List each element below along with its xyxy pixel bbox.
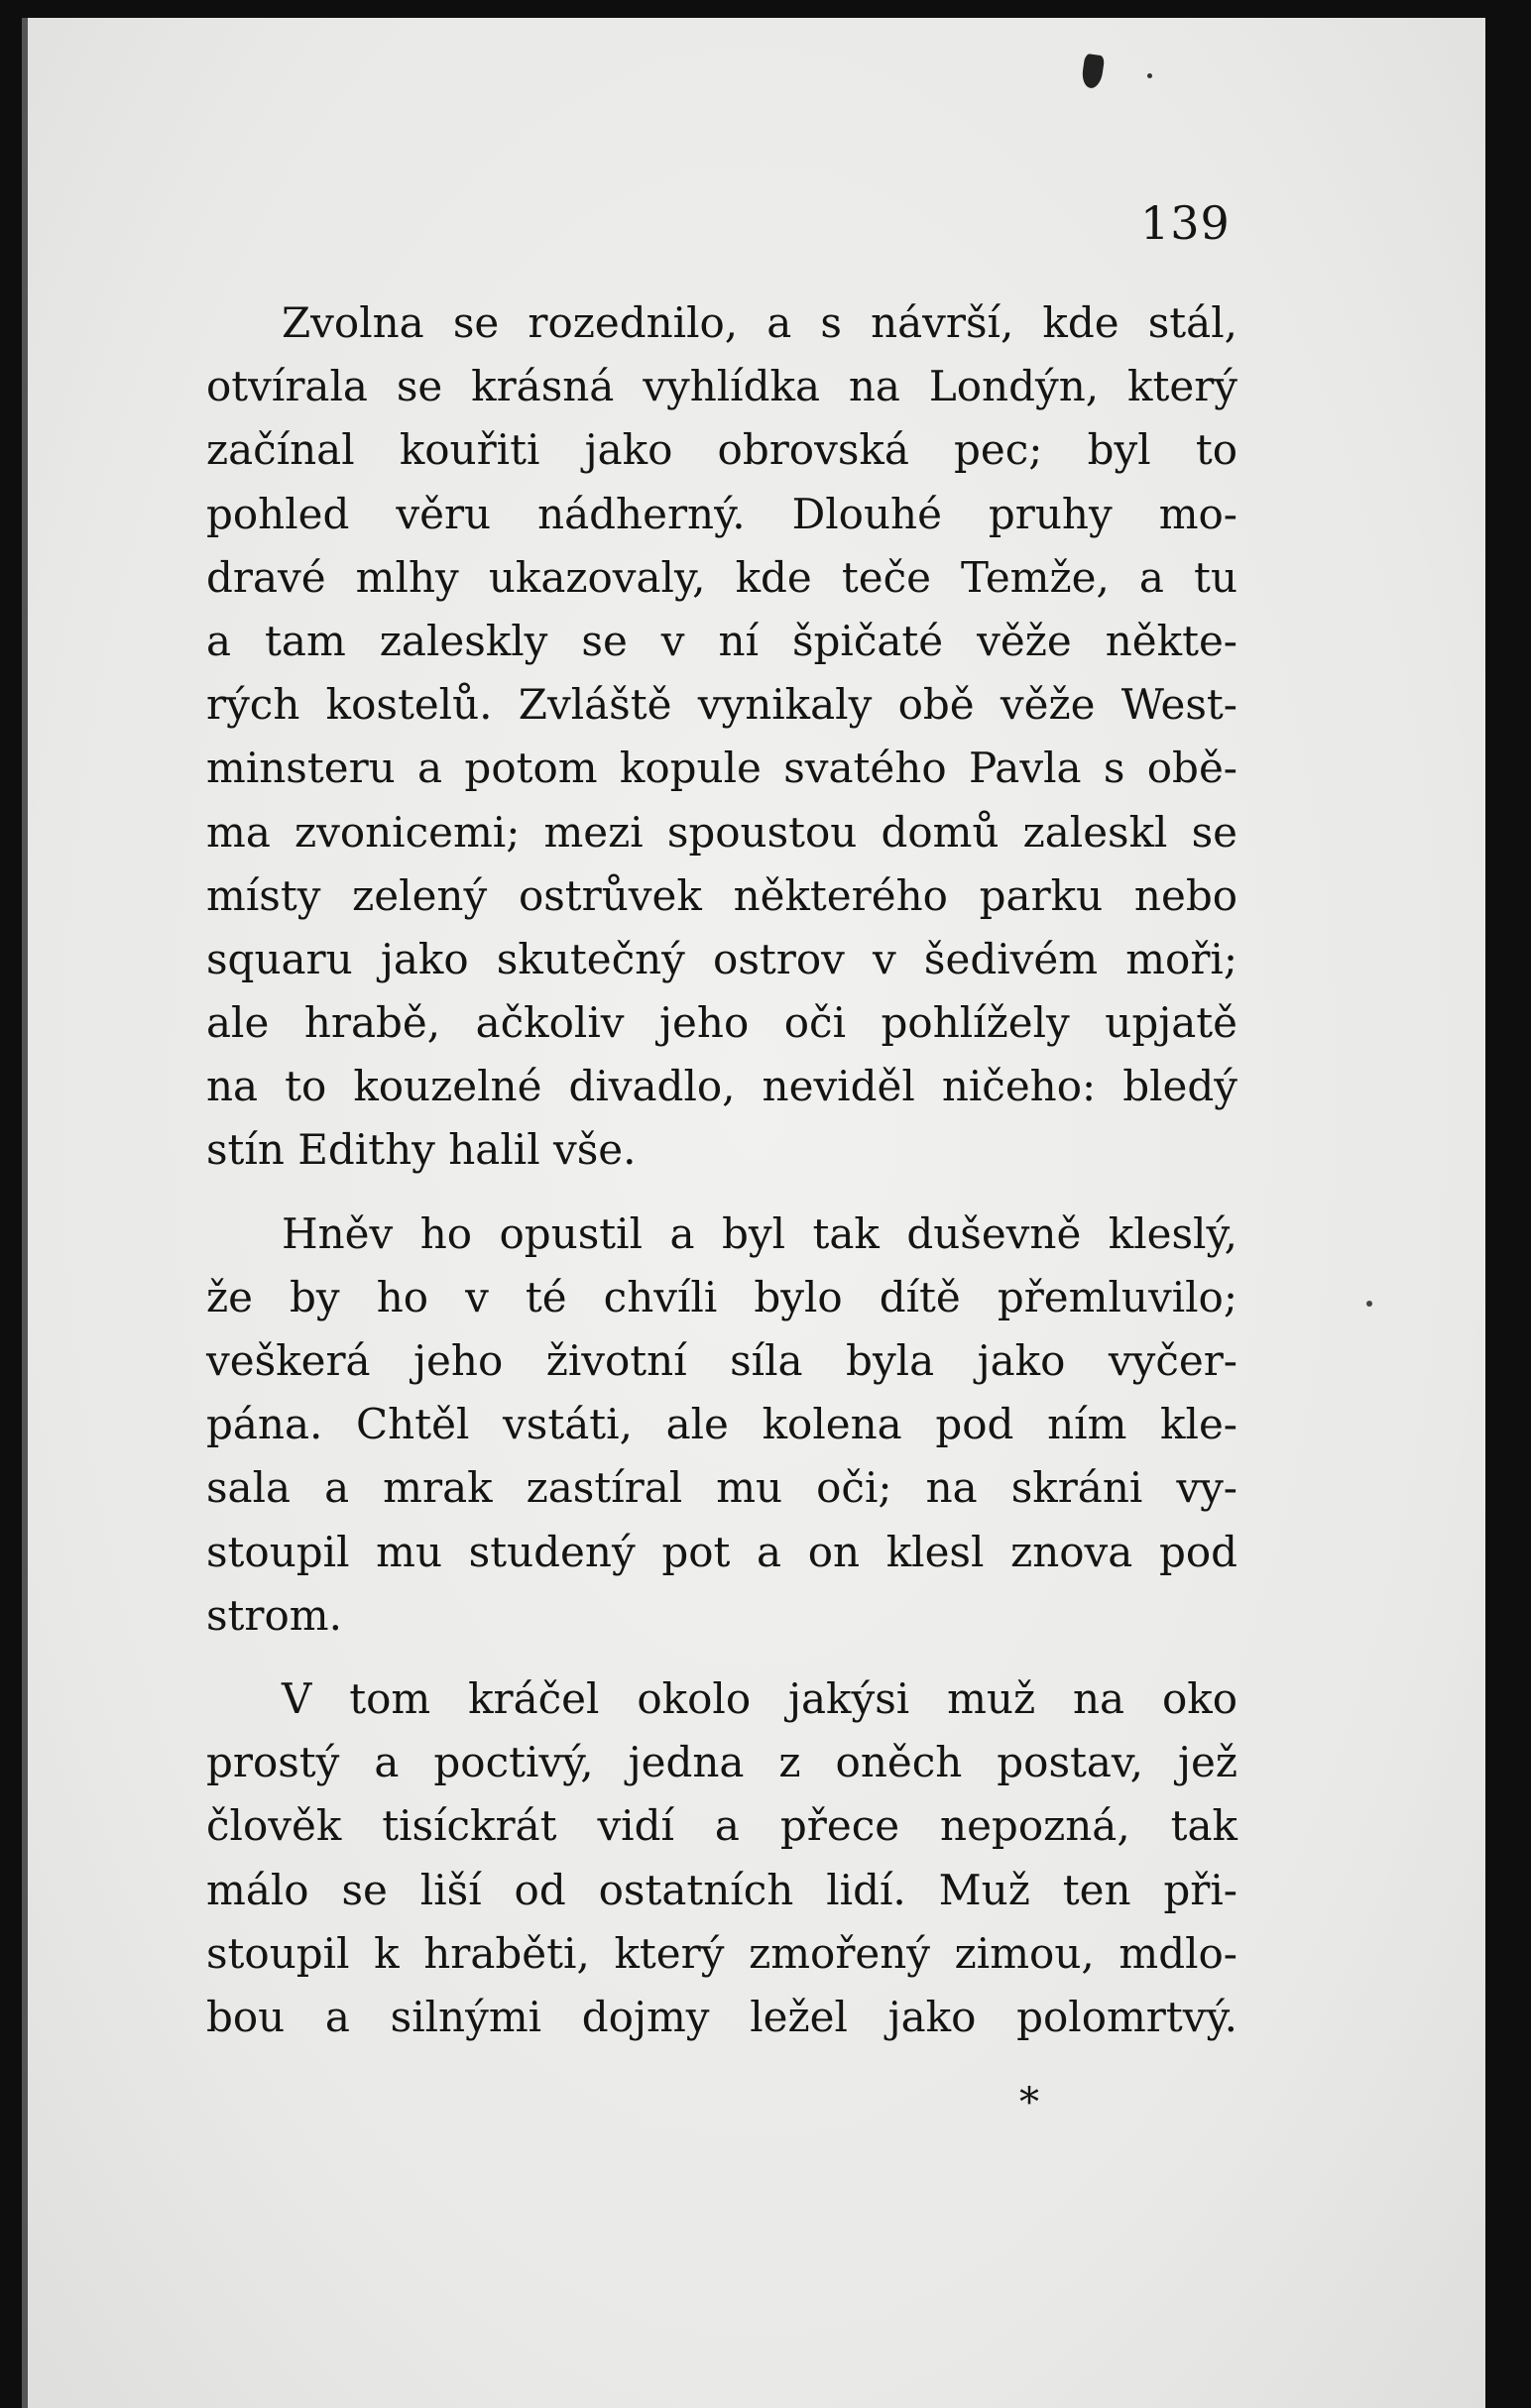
text-line: minsteru a potom kopule svatého Pavla s obě- xyxy=(206,744,1237,793)
text-line: pohled věru nádherný. Dlouhé pruhy mo- xyxy=(206,489,1237,538)
page-number: 139 xyxy=(1140,196,1231,250)
page-edge-shadow xyxy=(22,18,28,2408)
paragraph-3 xyxy=(206,1667,1237,2049)
text-line: začínal kouřiti jako obrovská pec; byl to xyxy=(206,425,1237,475)
stray-dot-mark xyxy=(1366,1301,1372,1307)
text-line: veškerá jeho životní síla byla jako vyčer- xyxy=(206,1336,1237,1385)
text-line: pána. Chtěl vstáti, ale kolena pod ním kle- xyxy=(206,1400,1237,1449)
text-line: ale hrabě, ačkoliv jeho oči pohlížely upjatě xyxy=(206,998,1237,1048)
text-line: strom. xyxy=(206,1590,342,1640)
text-line: V tom kráčel okolo jakýsi muž na oko xyxy=(282,1673,1237,1723)
text-line: stín Edithy halil vše. xyxy=(206,1125,637,1175)
ink-dot-mark xyxy=(1147,73,1152,78)
signature-mark: * xyxy=(1019,2080,1039,2125)
text-line: squaru jako skutečný ostrov v šedivém moři; xyxy=(206,934,1237,983)
text-line: Zvolna se rozednilo, a s návrší, kde stál, xyxy=(282,298,1237,347)
text-line: otvírala se krásná vyhlídka na Londýn, který xyxy=(206,362,1237,411)
paragraph-1 xyxy=(206,291,1237,1183)
text-line: člověk tisíckrát vidí a přece nepozná, tak xyxy=(206,1801,1237,1851)
text-line: stoupil k hraběti, který zmořený zimou, mdlo- xyxy=(206,1928,1237,1978)
text-line: sala a mrak zastíral mu oči; na skráni vy- xyxy=(206,1463,1237,1513)
text-line: že by ho v té chvíli bylo dítě přemluvilo; xyxy=(206,1272,1237,1321)
text-line: místy zelený ostrůvek některého parku nebo xyxy=(206,870,1237,920)
paragraph-2 xyxy=(206,1203,1237,1648)
text-line: prostý a poctivý, jedna z oněch postav, jež xyxy=(206,1738,1237,1787)
text-line: ma zvonicemi; mezi spoustou domů zaleskl se xyxy=(206,807,1237,857)
text-line: na to kouzelné divadlo, neviděl ničeho: bledý xyxy=(206,1062,1237,1111)
text-line: málo se liší od ostatních lidí. Muž ten při- xyxy=(206,1865,1237,1914)
text-line: a tam zaleskly se v ní špičaté věže někte- xyxy=(206,616,1237,665)
page-body-text xyxy=(206,291,1237,2049)
text-line: dravé mlhy ukazovaly, kde teče Temže, a tu xyxy=(206,552,1237,602)
text-line: bou a silnými dojmy ležel jako polomrtvý. xyxy=(206,1992,1237,2041)
text-line: Hněv ho opustil a byl tak duševně kleslý, xyxy=(282,1208,1237,1258)
text-line: stoupil mu studený pot a on klesl znova pod xyxy=(206,1527,1237,1576)
text-line: rých kostelů. Zvláště vynikaly obě věže West- xyxy=(206,680,1237,730)
